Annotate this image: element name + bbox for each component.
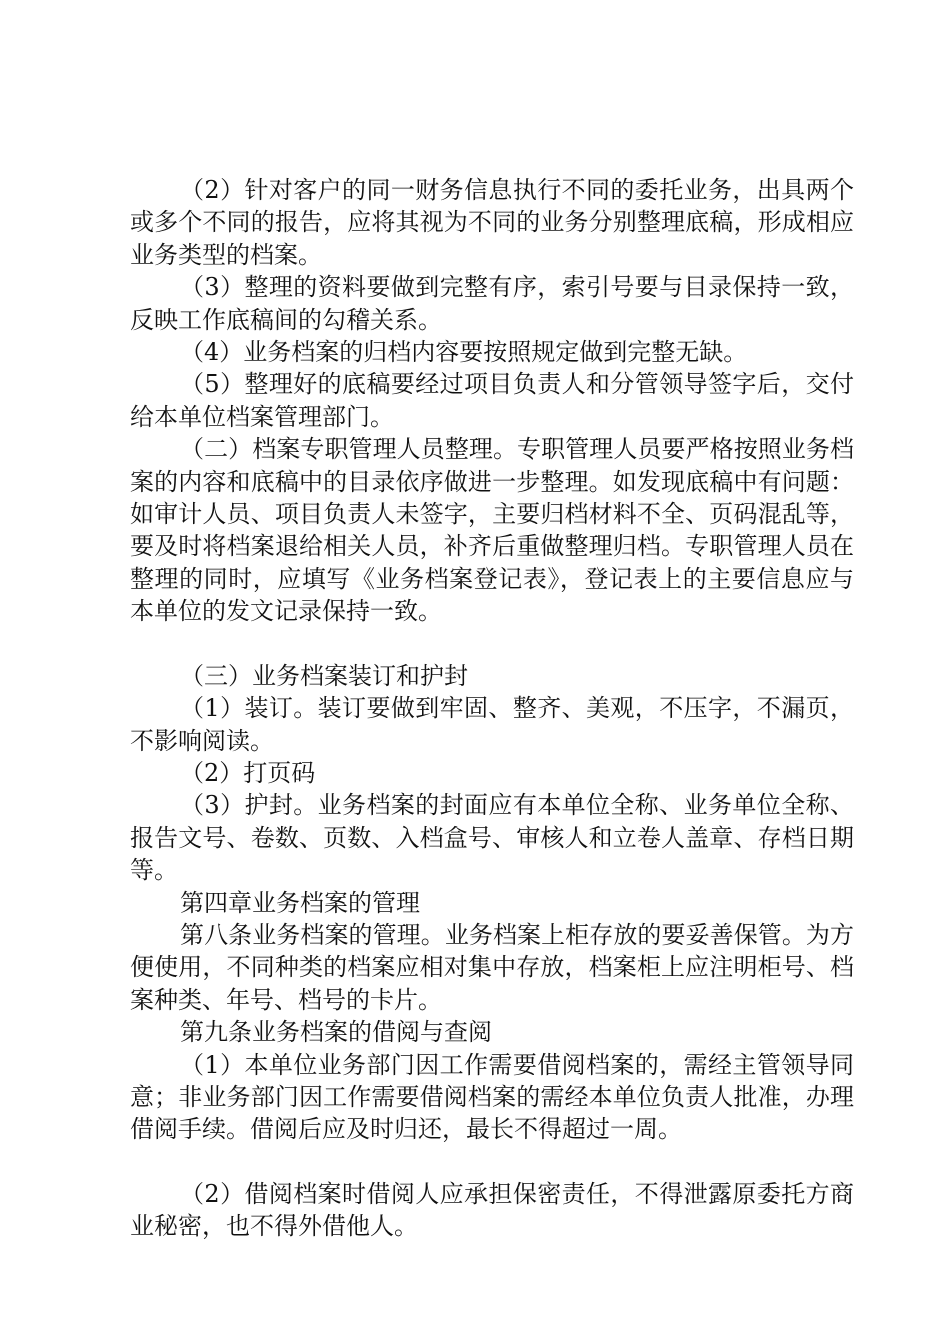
paragraph-cover: （3）护封。业务档案的封面应有本单位全称、业务单位全称、报告文号、卷数、页数、入档盒号、审核人和立卷人盖章、存档日期等。 xyxy=(130,791,854,885)
article-9-item-1: （1）本单位业务部门因工作需要借阅档案的，需经主管领导同意；非业务部门因工作需要借阅档案的需经本单位负责人批准，办理借阅手续。借阅后应及时归还，最长不得超过一周。 xyxy=(130,1050,854,1144)
section-heading-3: （三）业务档案装订和护封 xyxy=(180,661,468,690)
article-9-item-2: （2）借阅档案时借阅人应承担保密责任，不得泄露原委托方商业秘密，也不得外借他人。 xyxy=(130,1179,854,1241)
body-text xyxy=(130,174,854,1243)
paragraph-spacer xyxy=(130,1146,854,1178)
paragraph-spacer xyxy=(130,628,854,660)
paragraph-item-2: （2）针对客户的同一财务信息执行不同的委托业务，出具两个或多个不同的报告，应将其视为不同的业务分别整理底稿，形成相应业务类型的档案。 xyxy=(130,176,854,269)
paragraph-item-3: （3）整理的资料要做到完整有序，索引号要与目录保持一致，反映工作底稿间的勾稽关系。 xyxy=(130,273,854,334)
article-9-heading: 第九条业务档案的借阅与查阅 xyxy=(180,1018,492,1047)
paragraph-item-5: （5）整理好的底稿要经过项目负责人和分管领导签字后，交付给本单位档案管理部门。 xyxy=(130,370,854,431)
paragraph-page-numbering: （2）打页码 xyxy=(180,758,316,787)
paragraph-section-2: （二）档案专职管理人员整理。专职管理人员要严格按照业务档案的内容和底稿中的目录依序做进一步整理。如发现底稿中有问题：如审计人员、项目负责人未签字，主要归档材料不全、页码混乱等，要及时将档案退给相关人员，补齐后重做整理归档。专职管理人员在整理的同时，应填写《业务档案登记表》，登记表上的主要信息应与本单位的发文记录保持一致。 xyxy=(130,435,854,626)
paragraph-binding: （1）装订。装订要做到牢固、整齐、美观，不压字，不漏页，不影响阅读。 xyxy=(130,694,854,755)
paragraph-item-4: （4）业务档案的归档内容要按照规定做到完整无缺。 xyxy=(180,338,748,367)
chapter-heading-4: 第四章业务档案的管理 xyxy=(180,888,420,917)
article-8: 第八条业务档案的管理。业务档案上柜存放的要妥善保管。为方便使用，不同种类的档案应相对集中存放，档案柜上应注明柜号、档案种类、年号、档号的卡片。 xyxy=(130,920,854,1014)
